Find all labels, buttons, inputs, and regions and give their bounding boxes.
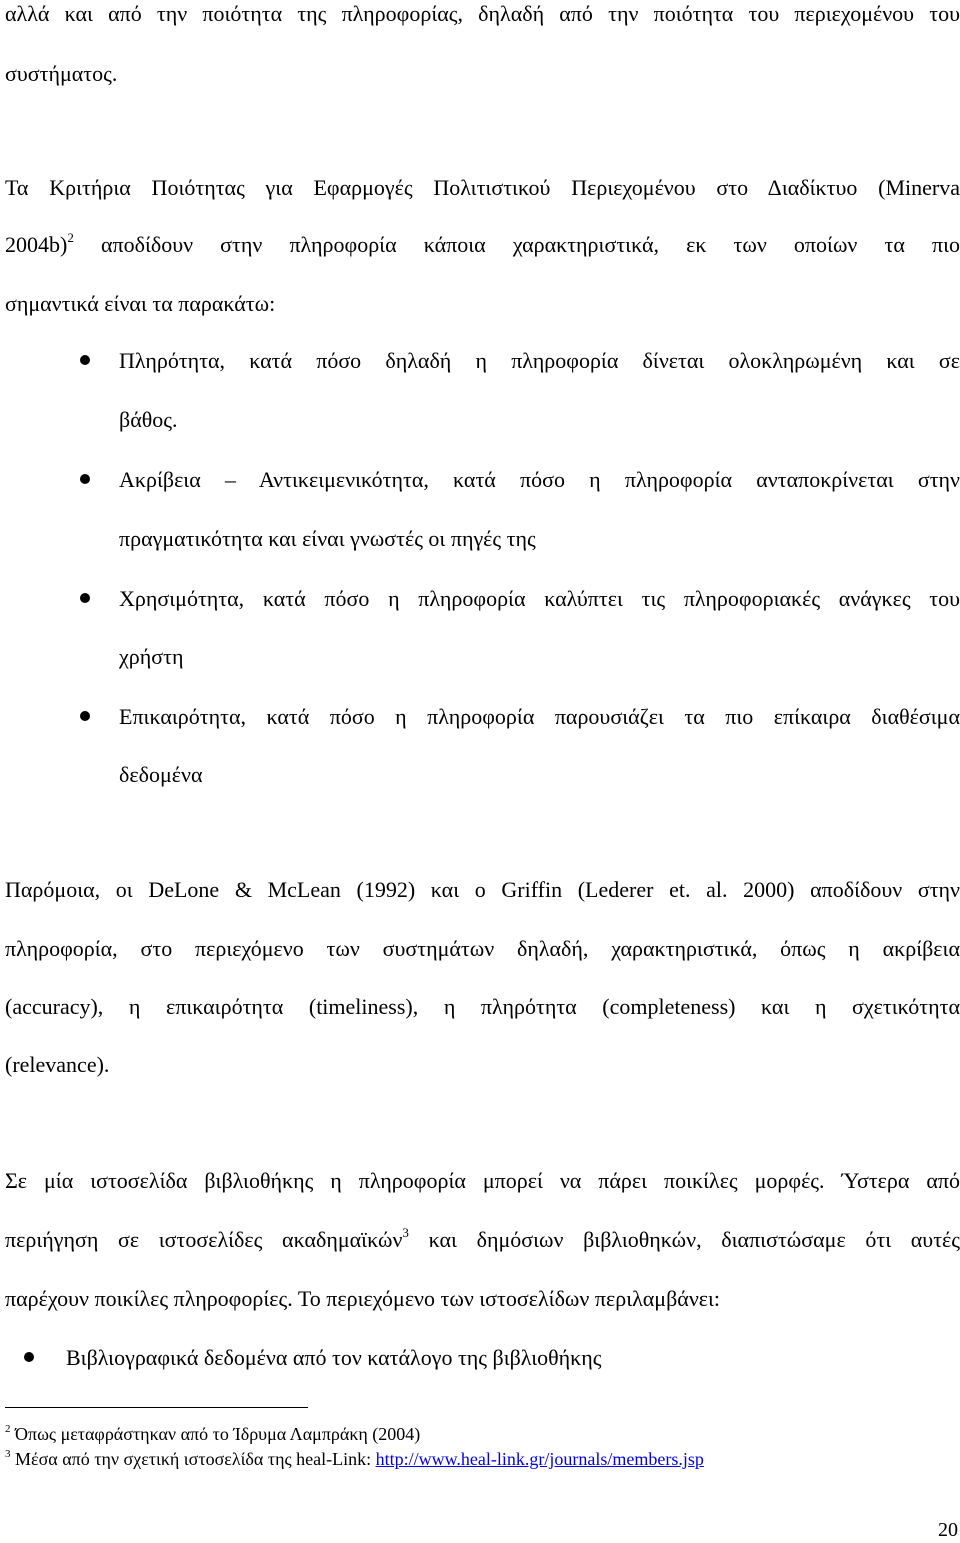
paragraph-3-line-3: (accuracy), η επικαιρότητα (timeliness), η πληρότητα (completeness) και η σχετικότητα (5, 994, 960, 1019)
heal-link-url[interactable]: http://www.heal-link.gr/journals/members.jsp (375, 1449, 704, 1469)
bullet-icon (80, 474, 90, 484)
paragraph-4-line-2 (5, 1226, 960, 1254)
paragraph-4-line-1: Σε μία ιστοσελίδα βιβλιοθήκης η πληροφορία μπορεί να πάρει ποικίλες μορφές. Ύστερα από (5, 1168, 960, 1193)
paragraph-2-line-3: σημαντικά είναι τα παρακάτω: (5, 291, 276, 316)
paragraph-4-line-3: παρέχουν ποικίλες πληροφορίες. Το περιεχόμενο των ιστοσελίδων περιλαμβάνει: (5, 1286, 721, 1311)
paragraph-2-line-2-rest: αποδίδουν στην πληροφορία κάποια χαρακτηριστικά, εκ των οποίων τα πιο (73, 232, 960, 257)
bullet-icon (80, 593, 90, 603)
list-item-line-1: Χρησιμότητα, κατά πόσο η πληροφορία καλύπτει τις πληροφοριακές ανάγκες του (119, 586, 960, 611)
paragraph-4-line-2-rest: και δημόσιων βιβλιοθηκών, διαπιστώσαμε ότι αυτές (408, 1227, 960, 1252)
footnote-ref-2[interactable]: 2 (67, 230, 74, 245)
footnote-number: 2 (5, 1423, 11, 1435)
list-item-line-1: Ακρίβεια – Αντικειμενικότητα, κατά πόσο η πληροφορία ανταποκρίνεται στην (119, 467, 960, 492)
bullet-icon (80, 355, 90, 365)
paragraph-1-line-1: αλλά και από την ποιότητα της πληροφορίας, δηλαδή από την ποιότητα του περιεχομένου του (5, 1, 960, 26)
citation-text: 2004b) (5, 232, 68, 257)
list-item-line-1: Πληρότητα, κατά πόσο δηλαδή η πληροφορία δίνεται ολοκληρωμένη και σε (119, 348, 960, 373)
footnote-2 (5, 1423, 420, 1445)
footnote-ref-3[interactable]: 3 (402, 1225, 409, 1240)
list-item-line-2: χρήστη (119, 644, 184, 669)
list-item-line-2: δεδομένα (119, 762, 203, 787)
footnote-3 (5, 1448, 704, 1470)
footnote-separator (5, 1407, 308, 1408)
paragraph-3-line-4: (relevance). (5, 1052, 110, 1077)
list-item-line-2: πραγματικότητα και είναι γνωστές οι πηγές της (119, 526, 536, 551)
paragraph-1-line-2: συστήματος. (5, 61, 118, 86)
list-item-line-1: Βιβλιογραφικά δεδομένα από τον κατάλογο της βιβλιοθήκης (66, 1345, 602, 1370)
paragraph-3-line-1: Παρόμοια, οι DeLone & McLean (1992) και ο Griffin (Lederer et. al. 2000) αποδίδουν στην (5, 877, 960, 902)
paragraph-3-line-2: πληροφορία, στο περιεχόμενο των συστημάτων δηλαδή, χαρακτηριστικά, όπως η ακρίβεια (5, 936, 960, 961)
footnote-number: 3 (5, 1448, 11, 1460)
paragraph-2-line-1: Τα Κριτήρια Ποιότητας για Εφαρμογές Πολιτιστικού Περιεχομένου στο Διαδίκτυο (Minerva (5, 175, 960, 200)
footnote-text: Μέσα από την σχετική ιστοσελίδα της heal-Link: (10, 1449, 376, 1469)
paragraph-2-line-2 (5, 231, 960, 259)
footnote-text: Όπως μεταφράστηκαν από το Ίδρυμα Λαμπράκη (2004) (10, 1424, 421, 1444)
list-item-line-1: Επικαιρότητα, κατά πόσο η πληροφορία παρουσιάζει τα πιο επίκαιρα διαθέσιμα (119, 704, 960, 729)
list-item-line-2: βάθος. (119, 407, 178, 432)
paragraph-4-line-2-start: περιήγηση σε ιστοσελίδες ακαδημαϊκών (5, 1227, 403, 1252)
bullet-icon (80, 711, 90, 721)
page-number: 20 (938, 1519, 958, 1541)
bullet-icon (24, 1352, 34, 1362)
